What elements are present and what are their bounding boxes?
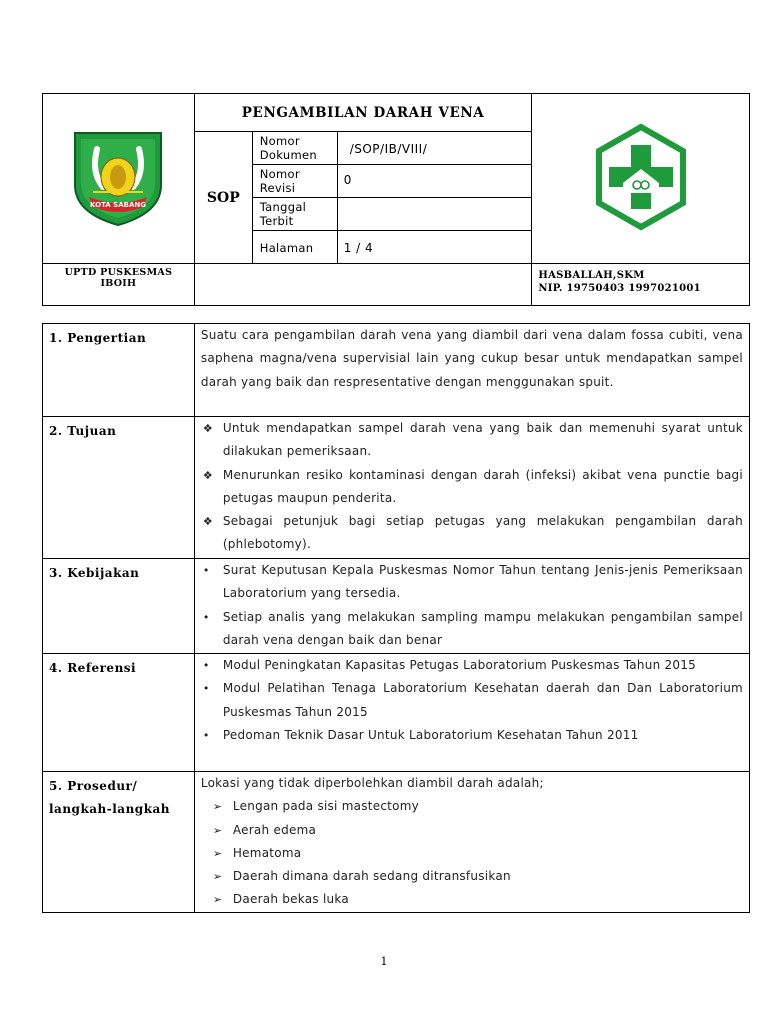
svg-text:KOTA SABANG: KOTA SABANG — [90, 200, 147, 209]
list-item: ➢ Aerah edema — [201, 819, 743, 842]
section-title: 2. Tujuan — [43, 417, 195, 559]
diamond-bullet-icon: ❖ — [202, 515, 213, 529]
bullet-icon: • — [202, 564, 210, 577]
nomor-dokumen-value: /SOP/IB/VIII/ — [337, 132, 532, 165]
section-kebijakan — [43, 559, 750, 654]
tanggal-terbit-value — [337, 198, 532, 231]
sop-header-table — [42, 93, 750, 306]
section-title: 1. Pengertian — [43, 324, 195, 417]
signer-nip: NIP. 19750403 1997021001 — [538, 283, 701, 294]
arrow-bullet-icon: ➢ — [212, 800, 223, 814]
list-item: ❖ Menurunkan resiko kontaminasi dengan darah (infeksi) akibat vena punctie bagi petugas maupun penderita. — [201, 464, 743, 511]
bullet-icon: • — [202, 610, 210, 624]
section-pengertian — [43, 324, 750, 417]
halaman-value: 1 / 4 — [337, 231, 532, 264]
nomor-revisi-value: 0 — [337, 165, 532, 198]
arrow-bullet-icon: ➢ — [212, 870, 223, 884]
list-item: • Modul Peningkatan Kapasitas Petugas Laboratorium Puskesmas Tahun 2015 — [201, 654, 743, 677]
section-title: 5. Prosedur/ langkah-langkah — [43, 772, 195, 913]
list-item: ➢ Daerah dimana darah sedang ditransfusikan — [201, 865, 743, 888]
section-referensi — [43, 654, 750, 772]
bullet-icon: • — [202, 659, 210, 672]
section-prosedur — [43, 772, 750, 913]
bullet-icon: • — [202, 728, 210, 742]
tanggal-terbit-label: Tanggal Terbit — [252, 198, 337, 231]
puskesmas-logo-icon — [587, 123, 695, 231]
prosedur-intro: Lokasi yang tidak diperbolehkan diambil darah adalah; — [200, 776, 544, 790]
list-item: ➢ Lengan pada sisi mastectomy — [201, 795, 743, 818]
list-item: • Pedoman Teknik Dasar Untuk Laboratorium Kesehatan Tahun 2011 — [201, 724, 743, 747]
diamond-bullet-icon: ❖ — [202, 422, 213, 435]
list-item: ➢ Daerah bekas luka — [201, 888, 743, 911]
arrow-bullet-icon: ➢ — [212, 893, 223, 907]
puskesmas-logo-cell — [532, 94, 750, 264]
sop-content-table — [42, 323, 750, 913]
nomor-dokumen-label: Nomor Dokumen — [252, 132, 337, 165]
kota-sabang-logo-icon — [69, 127, 167, 227]
list-item: • Setiap analis yang melakukan sampling mampu melakukan pengambilan sampel darah vena dengan baik dan benar — [201, 606, 743, 653]
list-item: ➢ Hematoma — [201, 842, 743, 865]
diamond-bullet-icon: ❖ — [202, 468, 213, 482]
section-title: 4. Referensi — [43, 654, 195, 772]
bullet-icon: • — [202, 682, 210, 696]
sop-label: SOP — [194, 132, 252, 264]
empty-center-cell — [194, 264, 531, 306]
list-item: • Modul Pelatihan Tenaga Laboratorium Kesehatan daerah dan Dan Laboratorium Puskesmas Tahun 2015 — [201, 677, 743, 724]
list-item: ❖ Untuk mendapatkan sampel darah vena yang baik dan memenuhi syarat untuk dilakukan pemeriksaan. — [201, 417, 743, 464]
document-title: PENGAMBILAN DARAH VENA — [194, 94, 531, 132]
signer-name: HASBALLAH,SKM — [538, 270, 645, 281]
halaman-label: Halaman — [252, 231, 337, 264]
org-name: UPTD PUSKESMAS IBOIH — [43, 264, 195, 306]
section-text: Suatu cara pengambilan darah vena yang diambil dari vena dalam fossa cubiti, vena saphena magna/vena supervisial lain yang cukup besar untuk mendapatkan sampel darah yang baik dan respresentative dengan menggunakan spuit. — [194, 324, 749, 417]
arrow-bullet-icon: ➢ — [212, 823, 223, 837]
section-title: 3. Kebijakan — [43, 559, 195, 654]
page-number: 1 — [380, 955, 388, 968]
section-tujuan — [43, 417, 750, 559]
list-item: ❖ Sebagai petunjuk bagi setiap petugas yang melakukan pengambilan darah (phlebotomy). — [201, 510, 743, 557]
nomor-revisi-label: Nomor Revisi — [252, 165, 337, 198]
signer-block — [532, 264, 750, 306]
arrow-bullet-icon: ➢ — [212, 846, 223, 860]
list-item: • Surat Keputusan Kepala Puskesmas Nomor Tahun tentang Jenis-jenis Pemeriksaan Laboratorium yang tersedia. — [201, 559, 743, 606]
city-logo-cell — [43, 94, 195, 264]
